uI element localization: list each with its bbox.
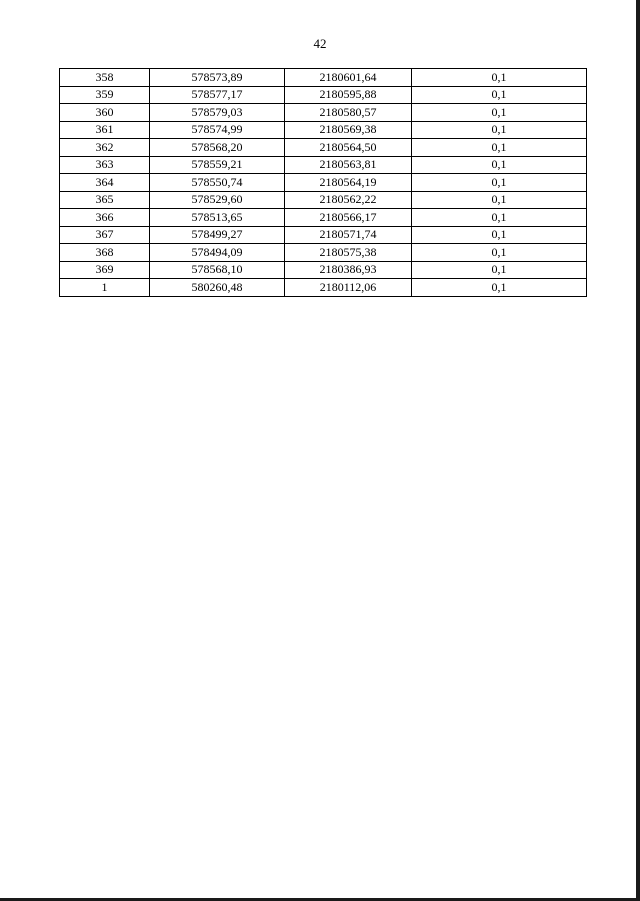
x-coordinate-cell: 578550,74 [150,174,285,192]
accuracy-cell: 0,1 [412,209,587,227]
table-row [60,156,587,174]
scan-edge-right [636,0,640,901]
x-coordinate-cell: 580260,48 [150,279,285,297]
accuracy-cell: 0,1 [412,121,587,139]
x-coordinate-cell: 578573,89 [150,69,285,87]
x-coordinate-cell: 578579,03 [150,104,285,122]
y-coordinate-cell: 2180386,93 [285,261,412,279]
accuracy-cell: 0,1 [412,226,587,244]
accuracy-cell: 0,1 [412,69,587,87]
point-number-cell: 368 [60,244,150,262]
point-number-cell: 362 [60,139,150,157]
y-coordinate-cell: 2180563,81 [285,156,412,174]
point-number-cell: 1 [60,279,150,297]
point-number-cell: 359 [60,86,150,104]
x-coordinate-cell: 578513,65 [150,209,285,227]
table-row [60,279,587,297]
y-coordinate-cell: 2180575,38 [285,244,412,262]
page-number: 42 [313,36,327,51]
table-row [60,244,587,262]
accuracy-cell: 0,1 [412,191,587,209]
table-row [60,174,587,192]
point-number-cell: 363 [60,156,150,174]
x-coordinate-cell: 578529,60 [150,191,285,209]
coordinates-table [59,68,587,297]
y-coordinate-cell: 2180564,50 [285,139,412,157]
y-coordinate-cell: 2180601,64 [285,69,412,87]
y-coordinate-cell: 2180566,17 [285,209,412,227]
y-coordinate-cell: 2180569,38 [285,121,412,139]
y-coordinate-cell: 2180595,88 [285,86,412,104]
accuracy-cell: 0,1 [412,279,587,297]
accuracy-cell: 0,1 [412,139,587,157]
x-coordinate-cell: 578574,99 [150,121,285,139]
table-row [60,69,587,87]
accuracy-cell: 0,1 [412,104,587,122]
table-row [60,86,587,104]
point-number-cell: 360 [60,104,150,122]
accuracy-cell: 0,1 [412,261,587,279]
table-row [60,139,587,157]
y-coordinate-cell: 2180580,57 [285,104,412,122]
point-number-cell: 358 [60,69,150,87]
point-number-cell: 361 [60,121,150,139]
x-coordinate-cell: 578499,27 [150,226,285,244]
accuracy-cell: 0,1 [412,244,587,262]
table-row [60,209,587,227]
y-coordinate-cell: 2180562,22 [285,191,412,209]
x-coordinate-cell: 578568,10 [150,261,285,279]
point-number-cell: 367 [60,226,150,244]
table-row [60,226,587,244]
x-coordinate-cell: 578568,20 [150,139,285,157]
y-coordinate-cell: 2180571,74 [285,226,412,244]
x-coordinate-cell: 578494,09 [150,244,285,262]
table-row [60,104,587,122]
point-number-cell: 369 [60,261,150,279]
table-row [60,121,587,139]
point-number-cell: 366 [60,209,150,227]
table-row [60,261,587,279]
y-coordinate-cell: 2180112,06 [285,279,412,297]
accuracy-cell: 0,1 [412,156,587,174]
x-coordinate-cell: 578577,17 [150,86,285,104]
table-row [60,191,587,209]
point-number-cell: 365 [60,191,150,209]
x-coordinate-cell: 578559,21 [150,156,285,174]
accuracy-cell: 0,1 [412,174,587,192]
y-coordinate-cell: 2180564,19 [285,174,412,192]
accuracy-cell: 0,1 [412,86,587,104]
point-number-cell: 364 [60,174,150,192]
